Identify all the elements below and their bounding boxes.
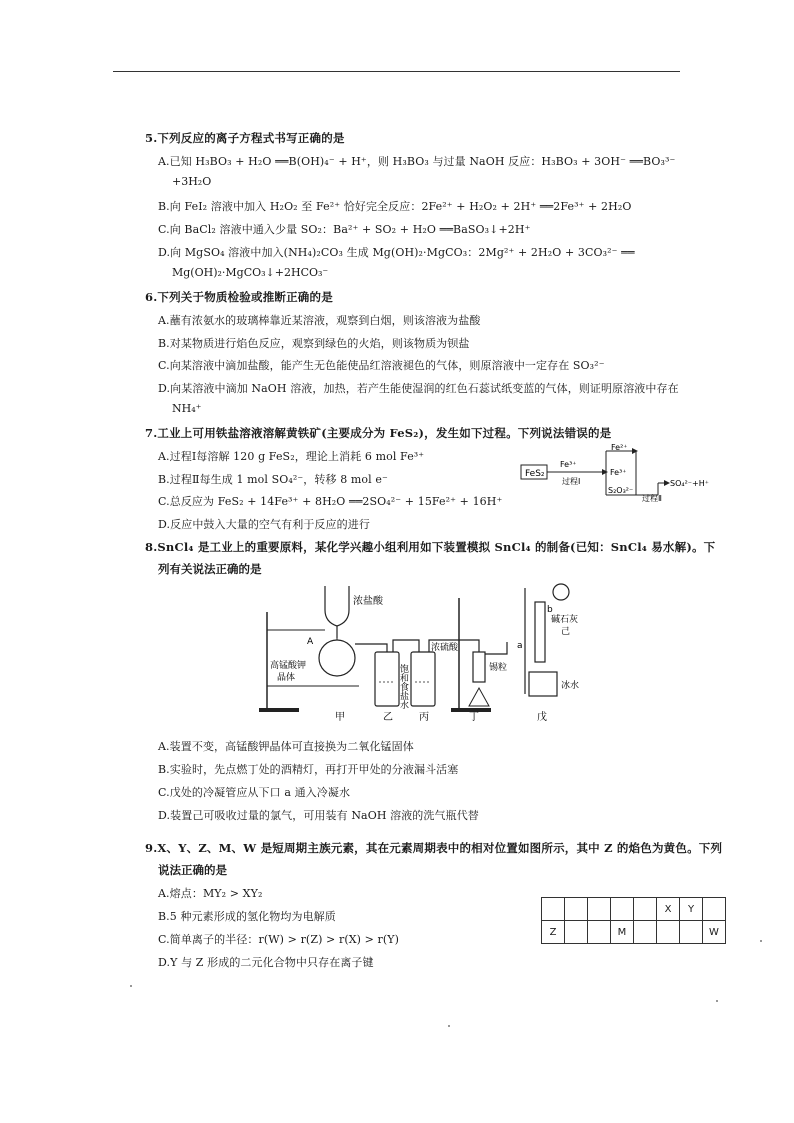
process1-label: 过程Ⅰ <box>562 477 581 486</box>
vessel-a-label: A <box>307 637 314 647</box>
q6-option-a: A.蘸有浓氨水的玻璃棒靠近某溶液，观察到白烟，则该溶液为盐酸 <box>158 314 481 327</box>
drying-tube-ji <box>553 584 569 600</box>
q7-option-a: A.过程Ⅰ每溶解 120 g FeS₂，理论上消耗 6 mol Fe³⁺ <box>158 450 425 463</box>
bottle-bing <box>411 652 435 706</box>
conc-h2so4-label: 浓硫酸 <box>431 643 459 653</box>
q8-stem-cont: 列有关说法正确的是 <box>158 562 262 576</box>
round-flask-a <box>319 640 355 676</box>
q7-option-c: C.总反应为 FeS₂ + 14Fe³⁺ + 8H₂O ══2SO₄²⁻ + 15Fe²⁺ + 16H⁺ <box>158 495 503 508</box>
periodic-cell <box>680 921 703 944</box>
process2-label: 过程Ⅱ <box>642 494 662 503</box>
periodic-cell <box>588 921 611 944</box>
scan-speck <box>716 1000 718 1002</box>
scan-speck <box>760 940 762 942</box>
kmno4-label-1: 高锰酸钾 <box>270 661 307 671</box>
stand-jia-base <box>259 708 299 712</box>
fes2-label: FeS₂ <box>525 469 545 479</box>
ice-bath <box>529 672 557 696</box>
q8-stem: 8.SnCl₄ 是工业上的重要原料，某化学兴趣小组利用如下装置模拟 SnCl₄ 的制备(已知：SnCl₄ 易水解)。下 <box>145 540 716 554</box>
periodic-row-2 <box>542 921 726 944</box>
periodic-cell-x: X <box>657 898 680 921</box>
conc-hcl-label: 浓盐酸 <box>353 596 383 607</box>
q8-option-d: D.装置己可吸收过量的氯气，可用装有 NaOH 溶液的洗气瓶代替 <box>158 809 479 822</box>
q9-option-a: A.熔点：MY₂ > XY₂ <box>158 887 263 900</box>
q5-option-d-cont: Mg(OH)₂·MgCO₃↓+2HCO₃⁻ <box>172 266 329 279</box>
tube-jia-yi <box>355 644 387 652</box>
ji-label: 己 <box>561 627 571 637</box>
periodic-cell <box>588 898 611 921</box>
periodic-cell-y: Y <box>680 898 703 921</box>
q5-option-d: D.向 MgSO₄ 溶液中加入(NH₄)₂CO₃ 生成 Mg(OH)₂·MgCO₃：2Mg²⁺ + 2H₂O + 3CO₃²⁻ ══ <box>158 246 635 259</box>
q8-option-b: B.实验时，先点燃丁处的酒精灯，再打开甲处的分液漏斗活塞 <box>158 763 459 776</box>
scan-speck <box>448 1025 450 1027</box>
ice-water-label: 冰水 <box>561 681 580 691</box>
bottle-yi <box>375 652 399 706</box>
periodic-cell <box>634 898 657 921</box>
label-a: a <box>517 641 523 651</box>
fe2-label: Fe²⁺ <box>611 443 628 452</box>
q6-stem: 6.下列关于物质检验或推断正确的是 <box>145 290 333 304</box>
q8-apparatus-diagram <box>255 582 595 723</box>
periodic-row-1 <box>542 898 726 921</box>
yi-label: 乙 <box>383 712 393 723</box>
q8-option-a: A.装置不变，高锰酸钾晶体可直接换为二氧化锰固体 <box>158 740 414 753</box>
periodic-cell <box>703 898 726 921</box>
ding-label: 丁 <box>469 712 479 723</box>
process1-arrowhead <box>602 469 608 475</box>
product-label: SO₄²⁻+H⁺ <box>670 479 709 488</box>
cycle-top-arrowhead <box>632 448 638 454</box>
condenser <box>535 602 545 662</box>
periodic-table-fragment <box>541 897 726 944</box>
q5-option-c: C.向 BaCl₂ 溶液中通入少量 SO₂：Ba²⁺ + SO₂ + H₂O ══BaSO₃↓+2H⁺ <box>158 223 531 236</box>
jia-label: 甲 <box>335 712 345 723</box>
q6-option-b: B.对某物质进行焰色反应，观察到绿色的火焰，则该物质为钡盐 <box>158 337 470 350</box>
q5-stem: 5.下列反应的离子方程式书写正确的是 <box>145 131 345 145</box>
tin-label: 锡粒 <box>489 663 508 673</box>
brine-label: 饱和食盐水 <box>398 664 408 709</box>
periodic-cell <box>657 921 680 944</box>
separatory-funnel <box>325 586 349 638</box>
periodic-cell-z: Z <box>542 921 565 944</box>
periodic-cell <box>634 921 657 944</box>
periodic-cell <box>542 898 565 921</box>
s2o3-label: S₂O₃²⁻ <box>608 486 634 495</box>
scan-speck <box>130 985 132 987</box>
q9-stem-cont: 说法正确的是 <box>158 863 227 877</box>
q7-stem: 7.工业上可用铁盐溶液溶解黄铁矿(主要成分为 FeS₂)，发生如下过程。下列说法错误的是 <box>145 426 612 440</box>
header-rule <box>113 71 680 72</box>
q5-option-b: B.向 FeI₂ 溶液中加入 H₂O₂ 至 Fe²⁺ 恰好完全反应：2Fe²⁺ + H₂O₂ + 2H⁺ ══2Fe³⁺ + 2H₂O <box>158 200 632 213</box>
q9-stem: 9.X、Y、Z、M、W 是短周期主族元素，其在元素周期表中的相对位置如图所示，其中 Z 的焰色为黄色。下列 <box>145 841 723 855</box>
q6-option-d-cont: NH₄⁺ <box>172 402 202 415</box>
q5-option-a: A.已知 H₃BO₃ + H₂O ══B(OH)₄⁻ + H⁺，则 H₃BO₃ 与过量 NaOH 反应：H₃BO₃ + 3OH⁻ ══BO₃³⁻ <box>158 155 676 168</box>
q6-option-c: C.向某溶液中滴加盐酸，能产生无色能使品红溶液褪色的气体，则原溶液中一定存在 SO₃²⁻ <box>158 359 605 372</box>
q6-option-d: D.向某溶液中滴加 NaOH 溶液，加热，若产生能使湿润的红色石蕊试纸变蓝的气体，则证明原溶液中存在 <box>158 382 679 395</box>
periodic-cell <box>565 898 588 921</box>
q7-cycle-diagram <box>518 443 709 503</box>
q7-option-b: B.过程Ⅱ每生成 1 mol SO₄²⁻，转移 8 mol e⁻ <box>158 473 388 486</box>
periodic-cell <box>611 898 634 921</box>
bing-label: 丙 <box>419 712 429 723</box>
kmno4-label-2: 晶体 <box>277 673 296 683</box>
alcohol-lamp <box>469 688 489 706</box>
label-b: b <box>547 605 553 615</box>
q9-option-d: D.Y 与 Z 形成的二元化合物中只存在离子键 <box>158 956 374 969</box>
periodic-cell-w: W <box>703 921 726 944</box>
fe3-top-label: Fe³⁺ <box>560 460 577 469</box>
periodic-cell <box>565 921 588 944</box>
fe3-right-label: Fe³⁺ <box>610 468 627 477</box>
q5-option-a-cont: +3H₂O <box>172 175 212 188</box>
tube-yi-bing <box>393 640 419 652</box>
soda-lime-label: 碱石灰 <box>551 615 579 625</box>
wu-label: 戊 <box>537 712 547 723</box>
periodic-cell-m: M <box>611 921 634 944</box>
tin-tube <box>473 652 485 682</box>
tube-ding-wu <box>485 642 507 654</box>
q8-option-c: C.戊处的冷凝管应从下口 a 通入冷凝水 <box>158 786 351 799</box>
q9-option-b: B.5 种元素形成的氢化物均为电解质 <box>158 910 336 923</box>
q7-option-d: D.反应中鼓入大量的空气有利于反应的进行 <box>158 518 370 531</box>
q9-option-c: C.简单离子的半径：r(W) > r(Z) > r(X) > r(Y) <box>158 933 400 946</box>
